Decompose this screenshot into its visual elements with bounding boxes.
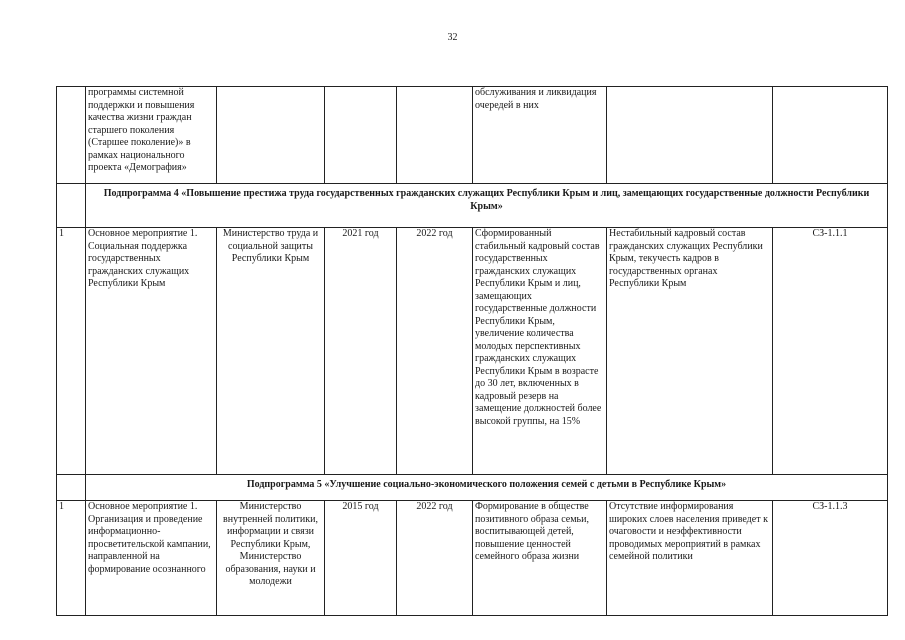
table-row (57, 501, 888, 616)
cell-start (325, 87, 397, 184)
program-events-table (56, 86, 888, 616)
cell-event: программы системной поддержки и повышения качества жизни граждан старшего поколения (Старшее поколение)» в рамках национального проекта «Демография» (86, 87, 217, 184)
cell-indicator: СЗ-1.1.3 (773, 501, 888, 616)
page-number: 32 (447, 32, 458, 43)
cell-executor (217, 87, 325, 184)
cell-num (57, 87, 86, 184)
subprogram-4-title: Подпрограмма 4 «Повышение престижа труда государственных гражданских служащих Республики Крым и лиц, замещающих государственные должности Республики Крым» (86, 184, 888, 228)
cell-end: 2022 год (397, 228, 473, 475)
cell-end: 2022 год (397, 501, 473, 616)
cell-start: 2021 год (325, 228, 397, 475)
cell-empty (57, 475, 86, 501)
cell-indicator: СЗ-1.1.1 (773, 228, 888, 475)
cell-result: Формирование в обществе позитивного образа семьи, воспитывающей детей, повышение ценностей семейного образа жизни (473, 501, 607, 616)
subprogram-5-title: Подпрограмма 5 «Улучшение социально-экономического положения семей с детьми в Республике Крым» (86, 475, 888, 501)
cell-num: 1 (57, 228, 86, 475)
cell-consequences: Нестабильный кадровый состав гражданских служащих Республики Крым, текучесть кадров в государственных органах Республики Крым (607, 228, 773, 475)
continued-row (57, 87, 888, 184)
cell-num: 1 (57, 501, 86, 616)
cell-consequences (607, 87, 773, 184)
cell-executor: Министерство труда и социальной защиты Республики Крым (217, 228, 325, 475)
table-row (57, 228, 888, 475)
cell-indicator (773, 87, 888, 184)
cell-event: Основное мероприятие 1. Социальная поддержка государственных гражданских служащих Республики Крым (86, 228, 217, 475)
cell-result: Сформированный стабильный кадровый состав государственных гражданских служащих Республики Крым и лиц, замещающих государственные должности Республики Крым, увеличение количества молодых перспективных гражданских служащих Республики Крым в возрасте до 30 лет, включенных в кадровый резерв на замещение должностей более высокой группы, на 15% (473, 228, 607, 475)
subprogram-4-row (57, 184, 888, 228)
cell-end (397, 87, 473, 184)
cell-consequences: Отсутствие информирования широких слоев населения приведет к очаговости и неэффективности проводимых мероприятий в рамках семейной политики (607, 501, 773, 616)
cell-event: Основное мероприятие 1. Организация и проведение информационно-просветительской кампании, направленной на формирование осознанного (86, 501, 217, 616)
subprogram-5-row (57, 475, 888, 501)
cell-executor: Министерство внутренней политики, информации и связи Республики Крым, Министерство образования, науки и молодежи (217, 501, 325, 616)
cell-empty (57, 184, 86, 228)
cell-result: обслуживания и ликвидация очередей в них (473, 87, 607, 184)
cell-start: 2015 год (325, 501, 397, 616)
